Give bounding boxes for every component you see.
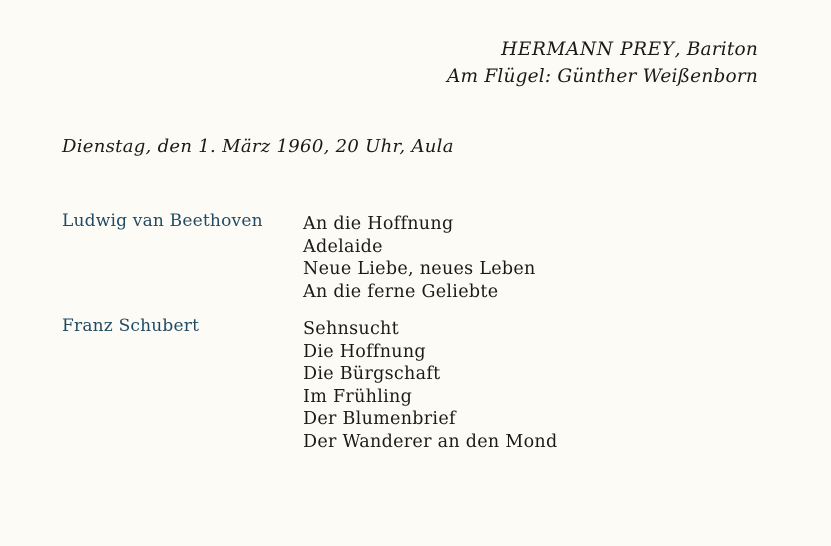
accompanist-line: Am Flügel: Günther Weißenborn [446, 66, 758, 87]
works-list [303, 213, 536, 303]
event-date-line: Dienstag, den 1. März 1960, 20 Uhr, Aula [62, 136, 454, 157]
performer-role: , Bariton [674, 39, 758, 60]
program-list [62, 210, 782, 465]
work-title: Adelaide [303, 236, 383, 257]
work-title: Sehnsucht [303, 319, 399, 339]
work-title: Der Wanderer an den Mond [303, 431, 558, 452]
performer-name: HERMANN PREY [501, 39, 675, 60]
work-title: Im Frühling [303, 386, 413, 407]
works-list [303, 318, 557, 453]
concert-header [447, 36, 758, 90]
composer-block [62, 315, 782, 453]
work-title: Die Bürgschaft [303, 364, 441, 384]
composer-block [62, 210, 782, 303]
work-title: Der Blumenbrief [303, 409, 456, 429]
work-title: Die Hoffnung [303, 341, 426, 362]
work-title: Neue Liebe, neues Leben [303, 259, 536, 279]
work-title: An die Hoffnung [303, 214, 454, 234]
performer-line [447, 36, 758, 63]
composer-name: Ludwig van Beethoven [62, 211, 263, 231]
composer-name: Franz Schubert [62, 316, 200, 336]
work-title: An die ferne Geliebte [303, 281, 499, 302]
